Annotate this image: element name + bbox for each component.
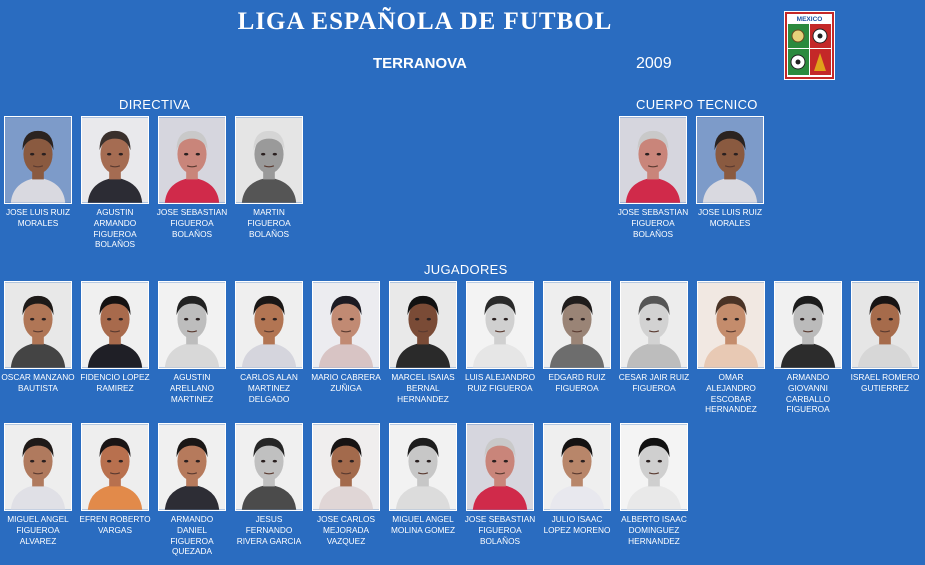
logo-text: MEXICO <box>796 16 823 23</box>
portrait-photo <box>389 423 457 511</box>
person-name: JESUS FERNANDO RIVERA GARCIA <box>236 514 302 546</box>
person-card <box>694 281 768 415</box>
person-card <box>848 281 922 394</box>
person-name: MIGUEL ANGEL MOLINA GOMEZ <box>390 514 456 535</box>
portrait-photo <box>158 116 226 204</box>
portrait-photo <box>81 116 149 204</box>
portrait-photo <box>81 281 149 369</box>
season-year: 2009 <box>636 55 672 72</box>
person-name: JULIO ISAAC LOPEZ MORENO <box>543 514 611 535</box>
person-name: ISRAEL ROMERO GUTIERREZ <box>850 372 920 393</box>
person-card <box>617 281 691 394</box>
person-name: OMAR ALEJANDRO ESCOBAR HERNANDEZ <box>705 372 757 415</box>
person-card <box>155 116 229 239</box>
person-name: MIGUEL ANGEL FIGUEROA ALVAREZ <box>7 514 69 546</box>
person-card <box>540 423 614 536</box>
person-name: CESAR JAIR RUIZ FIGUEROA <box>618 372 690 393</box>
portrait-photo <box>4 116 72 204</box>
person-name: CARLOS ALAN MARTINEZ DELGADO <box>240 372 298 404</box>
portrait-photo <box>696 116 764 204</box>
person-card <box>78 281 152 394</box>
person-card <box>155 423 229 557</box>
person-card <box>155 281 229 404</box>
portrait-photo <box>235 116 303 204</box>
portrait-photo <box>312 423 380 511</box>
person-name: JOSE LUIS RUIZ MORALES <box>5 207 71 228</box>
portrait-photo <box>466 281 534 369</box>
person-card <box>232 281 306 404</box>
person-name: AGUSTIN ARMANDO FIGUEROA BOLAÑOS <box>93 207 137 250</box>
portrait-photo <box>697 281 765 369</box>
portrait-photo <box>619 116 687 204</box>
directiva-heading: DIRECTIVA <box>119 97 191 112</box>
person-card <box>309 281 383 394</box>
portrait-photo <box>543 281 611 369</box>
person-card <box>463 281 537 394</box>
portrait-photo <box>389 281 457 369</box>
person-name: ALBERTO ISAAC DOMINGUEZ HERNANDEZ <box>621 514 687 546</box>
person-card <box>1 281 75 394</box>
person-name: MARCEL ISAIAS BERNAL HERNANDEZ <box>391 372 455 404</box>
portrait-photo <box>158 423 226 511</box>
person-name: ARMANDO DANIEL FIGUEROA QUEZADA <box>170 514 214 557</box>
portrait-photo <box>235 423 303 511</box>
person-name: JOSE CARLOS MEJORADA VAZQUEZ <box>316 514 376 546</box>
portrait-photo <box>4 423 72 511</box>
jugadores-heading: JUGADORES <box>424 262 508 277</box>
person-card <box>540 281 614 394</box>
person-card <box>78 116 152 250</box>
person-name: EFREN ROBERTO VARGAS <box>79 514 151 535</box>
cuerpo-tecnico-heading: CUERPO TECNICO <box>636 97 758 112</box>
person-card <box>771 281 845 415</box>
person-card <box>78 423 152 536</box>
portrait-photo <box>620 423 688 511</box>
person-name: EDGARD RUIZ FIGUEROA <box>548 372 606 393</box>
person-card <box>693 116 767 229</box>
person-card <box>232 423 306 546</box>
person-name: JOSE LUIS RUIZ MORALES <box>697 207 763 228</box>
person-card <box>1 423 75 546</box>
portrait-photo <box>4 281 72 369</box>
person-name: MARIO CABRERA ZUÑIGA <box>311 372 381 393</box>
person-name: FIDENCIO LOPEZ RAMIREZ <box>80 372 150 393</box>
person-card <box>309 423 383 546</box>
person-name: JOSE SEBASTIAN FIGUEROA BOLAÑOS <box>464 514 536 546</box>
person-card <box>386 281 460 404</box>
portrait-photo <box>543 423 611 511</box>
portrait-photo <box>158 281 226 369</box>
person-card <box>463 423 537 546</box>
shield-logo-icon <box>784 11 835 80</box>
person-name: AGUSTIN ARELLANO MARTINEZ <box>169 372 215 404</box>
portrait-photo <box>235 281 303 369</box>
person-name: ARMANDO GIOVANNI CARBALLO FIGUEROA <box>785 372 831 415</box>
team-name: TERRANOVA <box>373 55 467 72</box>
portrait-photo <box>620 281 688 369</box>
portrait-photo <box>774 281 842 369</box>
person-card <box>617 423 691 546</box>
person-card <box>386 423 460 536</box>
person-name: OSCAR MANZANO BAUTISTA <box>1 372 75 393</box>
person-name: LUIS ALEJANDRO RUIZ FIGUEROA <box>464 372 536 393</box>
person-name: MARTIN FIGUEROA BOLAÑOS <box>247 207 291 239</box>
portrait-photo <box>851 281 919 369</box>
portrait-photo <box>466 423 534 511</box>
person-card <box>1 116 75 229</box>
mexico-league-logo <box>784 11 835 80</box>
portrait-photo <box>312 281 380 369</box>
person-name: JOSE SEBASTIAN FIGUEROA BOLAÑOS <box>156 207 228 239</box>
person-card <box>232 116 306 239</box>
person-name: JOSE SEBASTIAN FIGUEROA BOLAÑOS <box>617 207 689 239</box>
portrait-photo <box>81 423 149 511</box>
page-title: LIGA ESPAÑOLA DE FUTBOL <box>237 8 613 35</box>
person-card <box>616 116 690 239</box>
